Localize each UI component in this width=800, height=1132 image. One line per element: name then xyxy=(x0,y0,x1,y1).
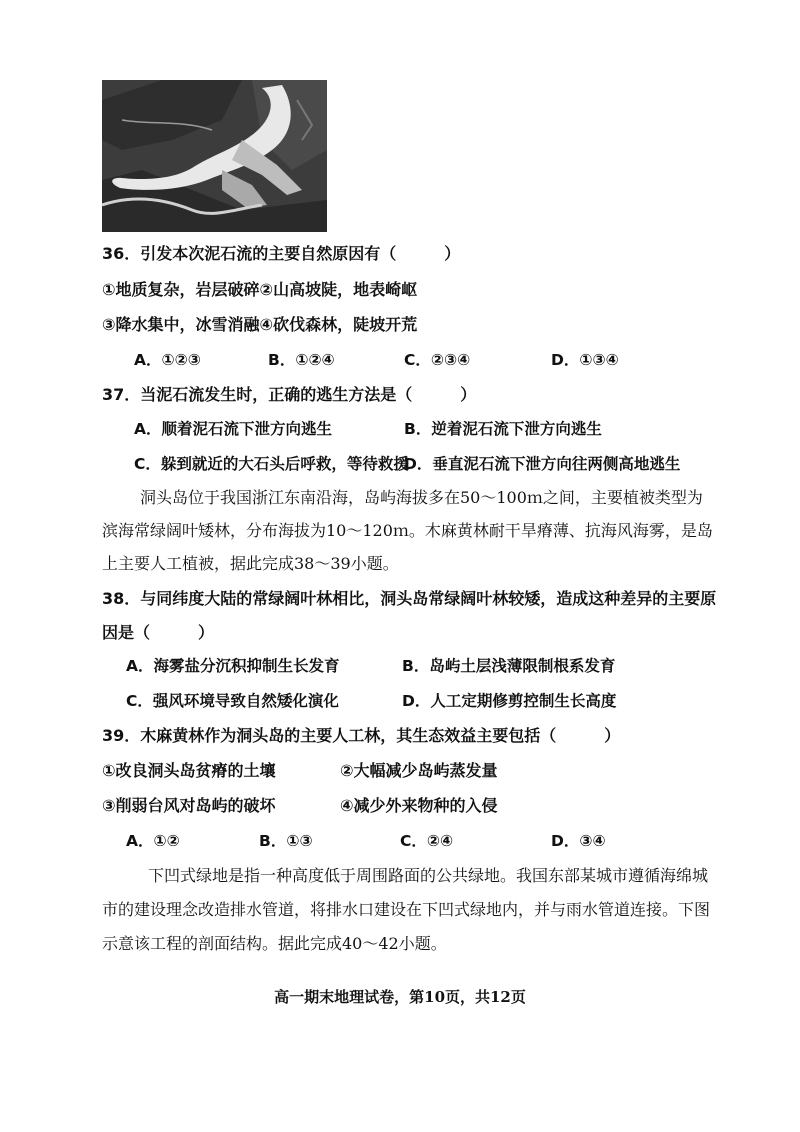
debris-flow-photo xyxy=(102,80,327,232)
q36-option-d[interactable]: D．①③④ xyxy=(551,351,619,369)
q38-stem-line: 因是（ ） xyxy=(102,623,215,642)
passage-dongtou-line: 上主要人工植被，据此完成38～39小题。 xyxy=(102,554,399,573)
q39-option-d[interactable]: D．③④ xyxy=(551,832,606,850)
q39-item: ④减少外来物种的入侵 xyxy=(340,796,498,815)
q36-item-line: ③降水集中，冰雪消融④砍伐森林，陡坡开荒 xyxy=(102,315,418,334)
q38-stem-line: 38．与同纬度大陆的常绿阔叶林相比，洞头岛常绿阔叶林较矮，造成这种差异的主要原 xyxy=(102,589,717,608)
passage-dongtou-line: 洞头岛位于我国浙江东南沿海，岛屿海拔多在50～100ｍ之间，主要植被类型为 xyxy=(140,488,703,507)
q37-option-b[interactable]: B．逆着泥石流下泄方向逃生 xyxy=(404,420,602,438)
q39-option-b[interactable]: B．①③ xyxy=(259,832,313,850)
q36-stem: 36．引发本次泥石流的主要自然原因有（ ） xyxy=(102,244,461,263)
q36-item-line: ①地质复杂，岩层破碎②山高坡陡，地表崎岖 xyxy=(102,280,418,299)
q37-option-a[interactable]: A．顺着泥石流下泄方向逃生 xyxy=(134,420,332,438)
q36-option-b[interactable]: B．①②④ xyxy=(268,351,335,369)
q39-option-a[interactable]: A．①② xyxy=(126,832,180,850)
passage-greenland-line: 下凹式绿地是指一种高度低于周围路面的公共绿地。我国东部某城市遵循海绵城 xyxy=(148,866,709,885)
q38-option-b[interactable]: B．岛屿土层浅薄限制根系发育 xyxy=(402,657,616,675)
passage-dongtou-line: 滨海常绿阔叶矮林，分布海拔为10～120ｍ。木麻黄林耐干旱瘠薄、抗海风海雾，是岛 xyxy=(102,521,713,540)
q38-option-d[interactable]: D．人工定期修剪控制生长高度 xyxy=(402,692,617,710)
q39-item: ②大幅减少岛屿蒸发量 xyxy=(340,761,498,780)
q37-option-c[interactable]: C．躲到就近的大石头后呼救，等待救援 xyxy=(134,455,409,473)
q36-option-a[interactable]: A．①②③ xyxy=(134,351,201,369)
page-footer: 高一期末地理试卷，第10页，共12页 xyxy=(274,988,526,1006)
q38-option-c[interactable]: C．强风环境导致自然矮化演化 xyxy=(126,692,339,710)
q38-option-a[interactable]: A．海雾盐分沉积抑制生长发育 xyxy=(126,657,340,675)
q39-stem: 39．木麻黄林作为洞头岛的主要人工林，其生态效益主要包括（ ） xyxy=(102,726,621,745)
q36-option-c[interactable]: C．②③④ xyxy=(404,351,471,369)
passage-greenland-line: 示意该工程的剖面结构。据此完成40～42小题。 xyxy=(102,934,447,953)
q39-item: ①改良洞头岛贫瘠的土壤 xyxy=(102,761,276,780)
q39-item: ③削弱台风对岛屿的破坏 xyxy=(102,796,276,815)
q37-stem: 37．当泥石流发生时，正确的逃生方法是（ ） xyxy=(102,385,477,404)
passage-greenland-line: 市的建设理念改造排水管道，将排水口建设在下凹式绿地内，并与雨水管道连接。下图 xyxy=(102,900,711,919)
q37-option-d[interactable]: D．垂直泥石流下泄方向往两侧高地逃生 xyxy=(404,455,681,473)
q39-option-c[interactable]: C．②④ xyxy=(400,832,454,850)
